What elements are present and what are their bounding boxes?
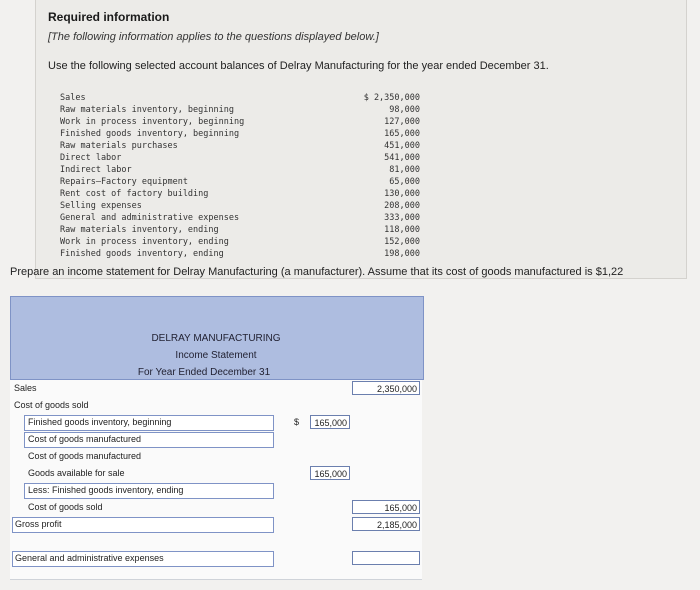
account-row	[60, 236, 420, 248]
account-value: 118,000	[384, 225, 420, 235]
statement-header	[10, 296, 424, 380]
account-value: 165,000	[384, 129, 420, 139]
account-name: Raw materials purchases	[60, 141, 178, 151]
cgm-2-label: Cost of goods manufactured	[28, 451, 142, 461]
row-goods-available	[10, 465, 422, 483]
account-name: Work in process inventory, beginning	[60, 117, 245, 127]
sales-total-input[interactable]: 2,350,000	[352, 381, 420, 395]
requirement-intro: Use the following selected account balances of Delray Manufacturing for the year ended December 31.	[48, 60, 549, 72]
account-value: 333,000	[384, 213, 420, 223]
account-value: $ 2,350,000	[363, 93, 420, 103]
account-value: 541,000	[384, 153, 420, 163]
required-information-title: Required information	[48, 10, 170, 24]
cogs-total-input[interactable]: 165,000	[352, 500, 420, 514]
goods-available-amount-input[interactable]: 165,000	[310, 466, 350, 480]
requirement-note: [The following information applies to the questions displayed below.]	[48, 31, 379, 43]
account-value: 208,000	[384, 201, 420, 211]
gross-profit-label: Gross profit	[15, 519, 62, 529]
ga-total-input[interactable]	[352, 551, 420, 565]
account-value: 152,000	[384, 237, 420, 247]
fg-beginning-amount-input[interactable]: 165,000	[310, 415, 350, 429]
company-name: DELRAY MANUFACTURING	[151, 333, 281, 344]
account-row	[60, 116, 420, 128]
account-name: Selling expenses	[60, 201, 142, 211]
account-row	[60, 128, 420, 140]
account-value: 198,000	[384, 249, 420, 259]
account-balances-list	[60, 92, 420, 260]
row-fg-ending	[10, 482, 422, 500]
account-value: 65,000	[389, 177, 420, 187]
sales-label: Sales	[14, 383, 37, 393]
row-gross-profit	[10, 516, 422, 534]
account-name: Repairs—Factory equipment	[60, 177, 188, 187]
cogs-label: Cost of goods sold	[28, 502, 103, 512]
account-name: Work in process inventory, ending	[60, 237, 229, 247]
account-name: Raw materials inventory, ending	[60, 225, 219, 235]
account-name: Indirect labor	[60, 165, 132, 175]
account-name: General and administrative expenses	[60, 213, 240, 223]
account-value: 98,000	[389, 105, 420, 115]
statement-title: Income Statement	[175, 350, 257, 361]
account-name: Finished goods inventory, beginning	[60, 129, 240, 139]
account-name: Rent cost of factory building	[60, 189, 209, 199]
account-row	[60, 92, 420, 104]
row-cogs-header	[10, 397, 422, 415]
account-row	[60, 176, 420, 188]
account-row	[60, 104, 420, 116]
fg-beginning-label: Finished goods inventory, beginning	[28, 417, 172, 427]
account-row	[60, 224, 420, 236]
question-prompt: Prepare an income statement for Delray Manufacturing (a manufacturer). Assume that its cost of goods manufactured is $1,22	[10, 266, 624, 278]
gross-profit-total-input[interactable]: 2,185,000	[352, 517, 420, 531]
account-name: Sales	[60, 93, 86, 103]
row-fg-beginning	[10, 414, 422, 432]
cgm-1-label: Cost of goods manufactured	[28, 434, 142, 444]
account-value: 127,000	[384, 117, 420, 127]
account-row	[60, 200, 420, 212]
row-cogs	[10, 499, 422, 517]
goods-available-label: Goods available for sale	[28, 468, 125, 478]
fg-beginning-dollar: $	[294, 417, 300, 427]
account-row	[60, 212, 420, 224]
account-row	[60, 152, 420, 164]
account-row	[60, 188, 420, 200]
row-next	[10, 567, 422, 580]
cogs-header-label: Cost of goods sold	[14, 400, 89, 410]
row-cgm-2	[10, 448, 422, 466]
account-name: Direct labor	[60, 153, 122, 163]
account-value: 130,000	[384, 189, 420, 199]
account-name: Raw materials inventory, beginning	[60, 105, 234, 115]
account-value: 451,000	[384, 141, 420, 151]
account-row	[60, 248, 420, 260]
account-name: Finished goods inventory, ending	[60, 249, 224, 259]
income-statement-worksheet	[8, 296, 422, 580]
ga-label: General and administrative expenses	[15, 553, 164, 563]
account-row	[60, 164, 420, 176]
account-value: 81,000	[389, 165, 420, 175]
fg-ending-label: Less: Finished goods inventory, ending	[28, 485, 184, 495]
row-cgm-1	[10, 431, 422, 449]
account-row	[60, 140, 420, 152]
row-sales	[10, 380, 422, 398]
row-blank	[10, 533, 422, 551]
row-ga-expenses	[10, 550, 422, 568]
statement-period: For Year Ended December 31	[137, 367, 271, 378]
